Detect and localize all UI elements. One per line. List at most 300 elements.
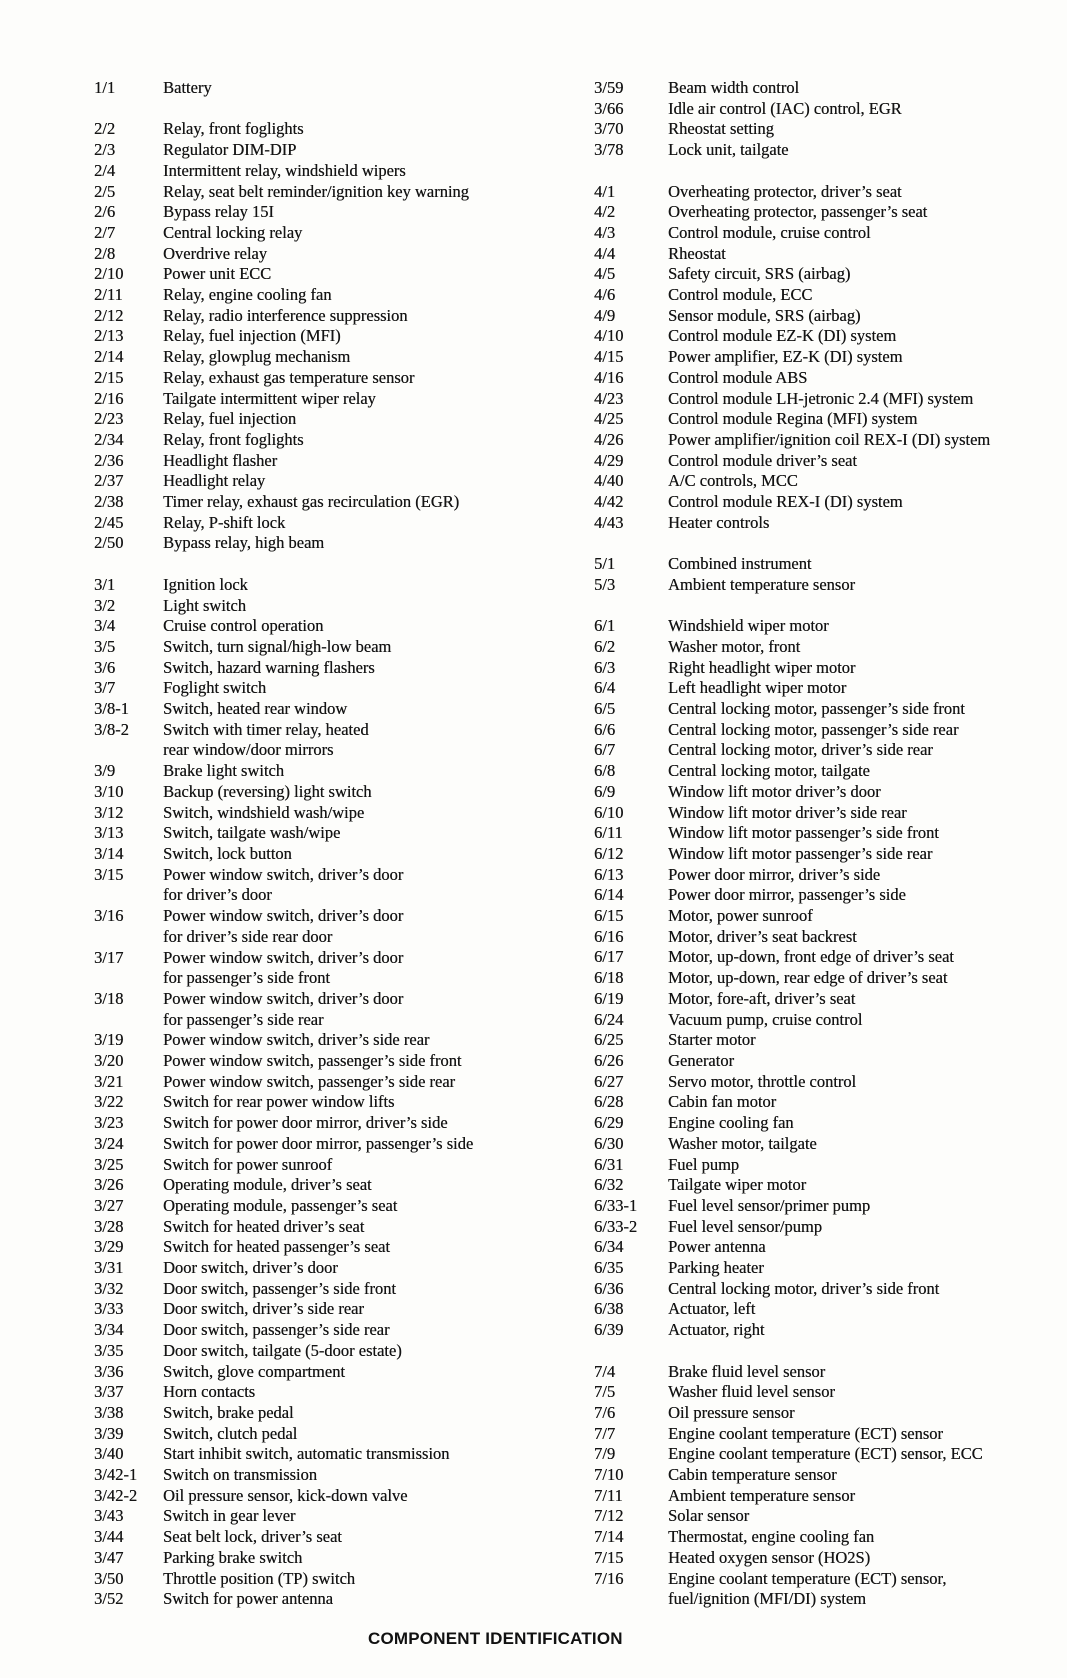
list-item (94, 1196, 564, 1217)
component-description: Window lift motor passenger’s side rear (668, 843, 933, 863)
component-description: Motor, fore-aft, driver’s seat (668, 988, 856, 1008)
list-item (94, 140, 564, 161)
component-code: 6/27 (594, 1071, 624, 1091)
component-description: Heated oxygen sensor (HO2S) (668, 1547, 871, 1567)
component-code: 3/20 (94, 1051, 124, 1071)
list-item (94, 803, 564, 824)
list-item (594, 1155, 1054, 1176)
component-code: 4/25 (594, 409, 624, 429)
component-code: 7/7 (594, 1423, 616, 1443)
list-item (94, 1175, 564, 1196)
component-description: Left headlight wiper motor (668, 678, 847, 698)
component-description: Door switch, tailgate (5-door estate) (163, 1340, 402, 1360)
component-description: Central locking motor, driver’s side front (668, 1278, 940, 1298)
list-item (594, 1196, 1054, 1217)
list-item (94, 513, 564, 534)
component-description: Operating module, driver’s seat (163, 1175, 372, 1195)
component-description: Washer fluid level sensor (668, 1382, 835, 1402)
list-item (94, 1424, 564, 1445)
list-item (594, 1527, 1054, 1548)
component-description: Thermostat, engine cooling fan (668, 1527, 875, 1547)
component-code: 2/14 (94, 347, 124, 367)
list-item (594, 451, 1054, 472)
list-item (594, 347, 1054, 368)
component-code: 3/26 (94, 1175, 124, 1195)
component-description: Switch for power door mirror, driver’s side (163, 1113, 448, 1133)
component-description: Seat belt lock, driver’s seat (163, 1527, 342, 1547)
component-code: 6/11 (594, 823, 623, 843)
component-description: Control module EZ-K (DI) system (668, 326, 897, 346)
component-description: Engine coolant temperature (ECT) sensor, (668, 1568, 947, 1588)
list-item (94, 1382, 564, 1403)
list-item (94, 533, 564, 554)
component-code: 6/26 (594, 1051, 624, 1070)
list-item (594, 1113, 1054, 1134)
component-description: Relay, seat belt reminder/ignition key warning (163, 181, 469, 201)
list-item (94, 1589, 564, 1610)
component-code: 7/11 (594, 1485, 623, 1505)
component-code: 7/16 (594, 1568, 624, 1588)
component-code: 6/4 (594, 678, 616, 698)
component-code: 3/43 (94, 1506, 124, 1526)
list-item (94, 409, 564, 430)
component-group (94, 575, 564, 1610)
component-description: Window lift motor driver’s side rear (668, 802, 907, 822)
component-code: 2/50 (94, 533, 124, 553)
list-item (94, 575, 564, 596)
list-item (594, 740, 1054, 761)
component-code: 3/59 (594, 78, 624, 97)
list-item (94, 430, 564, 451)
list-item (594, 554, 1054, 575)
list-item (594, 1424, 1054, 1445)
component-description: Relay, P-shift lock (163, 512, 286, 532)
component-code (94, 740, 163, 761)
component-code: 6/38 (594, 1299, 624, 1319)
component-description: Backup (reversing) light switch (163, 781, 372, 801)
component-code: 4/10 (594, 326, 624, 346)
list-item (594, 264, 1054, 285)
component-code: 7/15 (594, 1547, 624, 1567)
list-item (94, 823, 564, 844)
component-code: 2/3 (94, 140, 116, 160)
list-item (94, 1134, 564, 1155)
component-code: 6/18 (594, 968, 624, 988)
component-code: 2/11 (94, 285, 123, 305)
component-code: 3/31 (94, 1258, 124, 1278)
component-description: Ignition lock (163, 574, 248, 594)
component-description: Motor, up-down, rear edge of driver’s seat (668, 968, 948, 988)
component-code: 3/22 (94, 1092, 124, 1112)
list-item (594, 368, 1054, 389)
component-description: Power window switch, driver’s door (163, 947, 404, 967)
component-description: Engine coolant temperature (ECT) sensor (668, 1423, 943, 1443)
list-item-continuation (94, 1010, 564, 1031)
list-item (594, 1010, 1054, 1031)
list-item (594, 1279, 1054, 1300)
component-code: 3/12 (94, 802, 124, 822)
list-item (594, 471, 1054, 492)
component-code: 2/36 (94, 450, 124, 470)
list-item (594, 1403, 1054, 1424)
component-code: 3/38 (94, 1402, 124, 1422)
list-item (594, 78, 1054, 99)
component-description: Relay, front foglights (163, 119, 304, 139)
component-description: Control module, ECC (668, 285, 813, 305)
component-description: Control module driver’s seat (668, 450, 857, 470)
list-item (94, 78, 564, 99)
component-code: 3/13 (94, 823, 124, 843)
component-description: Vacuum pump, cruise control (668, 1009, 863, 1029)
component-description: Switch, turn signal/high-low beam (163, 636, 392, 656)
component-code: 3/66 (594, 98, 624, 118)
component-code: 2/13 (94, 326, 124, 346)
list-item (94, 326, 564, 347)
list-item (594, 513, 1054, 534)
list-item (94, 1155, 564, 1176)
component-description: Switch on transmission (163, 1465, 318, 1485)
component-description: Switch for power door mirror, passenger’s side (163, 1133, 474, 1153)
list-item (94, 1527, 564, 1548)
list-item (94, 596, 564, 617)
list-item (594, 699, 1054, 720)
list-item (94, 244, 564, 265)
list-item (594, 306, 1054, 327)
list-item (94, 637, 564, 658)
list-item (594, 906, 1054, 927)
component-code: 4/9 (594, 305, 616, 325)
component-group (594, 78, 1054, 161)
component-code: 6/28 (594, 1092, 624, 1112)
component-description: Lock unit, tailgate (668, 140, 789, 160)
list-item (594, 1092, 1054, 1113)
component-code: 6/30 (594, 1133, 624, 1153)
component-code: 6/7 (594, 740, 616, 760)
list-item (94, 1320, 564, 1341)
list-item (94, 451, 564, 472)
list-item-continuation (94, 927, 564, 948)
list-item (594, 1362, 1054, 1383)
component-code: 6/33-2 (594, 1216, 638, 1236)
component-code: 4/3 (594, 222, 616, 242)
component-description: Switch for heated passenger’s seat (163, 1237, 390, 1257)
component-code: 7/6 (594, 1402, 616, 1422)
component-description: Tailgate intermittent wiper relay (163, 388, 376, 408)
component-code: 3/34 (94, 1320, 124, 1340)
component-description: Door switch, driver’s side rear (163, 1299, 364, 1319)
component-description: Timer relay, exhaust gas recirculation (EGR) (163, 492, 460, 512)
component-code: 6/12 (594, 843, 624, 863)
list-item (94, 492, 564, 513)
list-item (594, 1237, 1054, 1258)
component-description: Central locking motor, passenger’s side front (668, 699, 965, 719)
component-code: 6/35 (594, 1258, 624, 1278)
component-code: 6/32 (594, 1175, 624, 1195)
component-code: 6/2 (594, 636, 616, 656)
component-description: Oil pressure sensor (668, 1402, 795, 1422)
component-code: 3/36 (94, 1361, 124, 1381)
list-item (94, 906, 564, 927)
component-code: 4/23 (594, 388, 624, 408)
component-code: 3/8-2 (94, 719, 129, 739)
component-description: Control module LH-jetronic 2.4 (MFI) system (668, 388, 974, 408)
component-code: 4/1 (594, 181, 616, 201)
list-item-continuation (94, 740, 564, 761)
component-description: Door switch, passenger’s side rear (163, 1320, 390, 1340)
component-description: Cabin fan motor (668, 1092, 777, 1112)
component-description: Central locking relay (163, 222, 303, 242)
list-item (94, 1030, 564, 1051)
component-group (594, 182, 1054, 534)
list-item (594, 1465, 1054, 1486)
component-code: 6/13 (594, 864, 624, 884)
component-description: Switch, hazard warning flashers (163, 657, 375, 677)
list-item (594, 637, 1054, 658)
component-code: 2/34 (94, 429, 124, 449)
list-item (94, 368, 564, 389)
component-code: 6/1 (594, 616, 616, 636)
component-code: 7/9 (594, 1444, 616, 1464)
component-code: 3/16 (94, 906, 124, 926)
list-item (594, 1569, 1054, 1590)
component-code: 4/43 (594, 512, 624, 532)
list-item (594, 844, 1054, 865)
component-description: Throttle position (TP) switch (163, 1568, 356, 1588)
component-description: Idle air control (IAC) control, EGR (668, 98, 902, 118)
component-code: 4/16 (594, 367, 624, 387)
component-description: Overdrive relay (163, 243, 267, 263)
list-item (594, 1175, 1054, 1196)
list-item (594, 389, 1054, 410)
list-item (94, 844, 564, 865)
list-item (594, 803, 1054, 824)
component-description: Fuel level sensor/primer pump (668, 1195, 871, 1215)
component-description: Door switch, passenger’s side front (163, 1278, 396, 1298)
component-description: Battery (163, 78, 212, 97)
component-code: 3/6 (94, 657, 116, 677)
component-description: Central locking motor, driver’s side rear (668, 740, 933, 760)
component-code: 2/37 (94, 471, 124, 491)
component-code: 3/32 (94, 1278, 124, 1298)
list-item (94, 1299, 564, 1320)
component-description: Brake light switch (163, 761, 284, 781)
component-code: 6/6 (594, 719, 616, 739)
component-description: Switch, clutch pedal (163, 1423, 298, 1443)
component-description: Power window switch, driver’s door (163, 906, 404, 926)
component-code: 3/23 (94, 1113, 124, 1133)
list-item (94, 1279, 564, 1300)
list-item (594, 202, 1054, 223)
component-description: rear window/door mirrors (163, 740, 334, 760)
component-description: Window lift motor passenger’s side front (668, 823, 939, 843)
component-description: Beam width control (668, 78, 800, 97)
list-item (594, 720, 1054, 741)
component-description: Cabin temperature sensor (668, 1465, 837, 1485)
component-code: 6/33-1 (594, 1195, 638, 1215)
component-description: Switch, brake pedal (163, 1402, 294, 1422)
list-item (94, 1486, 564, 1507)
component-description: Power window switch, driver’s door (163, 988, 404, 1008)
list-item (594, 782, 1054, 803)
component-code (94, 885, 163, 906)
list-item (594, 823, 1054, 844)
list-item (94, 1403, 564, 1424)
component-description: Overheating protector, passenger’s seat (668, 202, 928, 222)
component-code: 7/14 (594, 1527, 624, 1547)
list-item (94, 678, 564, 699)
component-description: Switch, glove compartment (163, 1361, 345, 1381)
component-code: 3/17 (94, 947, 124, 967)
component-description: Washer motor, front (668, 636, 801, 656)
list-item (594, 409, 1054, 430)
list-item (94, 1258, 564, 1279)
component-code: 7/12 (594, 1506, 624, 1526)
component-code: 3/18 (94, 988, 124, 1008)
list-item (94, 223, 564, 244)
component-description: Motor, driver’s seat backrest (668, 926, 857, 946)
list-item (94, 264, 564, 285)
list-item (94, 1237, 564, 1258)
component-description: Power window switch, driver’s door (163, 864, 404, 884)
component-description: Power amplifier/ignition coil REX-I (DI) system (668, 429, 991, 449)
component-description: Relay, front foglights (163, 429, 304, 449)
list-item (94, 761, 564, 782)
list-item (94, 1569, 564, 1590)
component-description: Power door mirror, driver’s side (668, 864, 881, 884)
list-item (94, 616, 564, 637)
list-item (94, 865, 564, 886)
component-code: 3/50 (94, 1568, 124, 1588)
component-code: 6/39 (594, 1320, 624, 1340)
component-description: Heater controls (668, 512, 770, 532)
component-description: Control module ABS (668, 367, 808, 387)
list-item (94, 471, 564, 492)
component-description: Power unit ECC (163, 264, 272, 284)
component-description: Switch, lock button (163, 843, 292, 863)
list-item (94, 389, 564, 410)
component-description: Brake fluid level sensor (668, 1361, 826, 1381)
component-code: 6/17 (594, 947, 624, 967)
component-code: 4/42 (594, 492, 624, 512)
component-code: 3/37 (94, 1382, 124, 1402)
component-code: 3/2 (94, 595, 116, 615)
component-code: 3/1 (94, 574, 116, 594)
component-description: Switch in gear lever (163, 1506, 296, 1526)
component-code: 4/15 (594, 347, 624, 367)
list-item (94, 1506, 564, 1527)
component-code: 3/9 (94, 761, 116, 781)
list-item (594, 1030, 1054, 1051)
component-code (94, 927, 163, 948)
component-code: 2/6 (94, 202, 116, 222)
component-code: 6/29 (594, 1113, 624, 1133)
component-description: Regulator DIM-DIP (163, 140, 297, 160)
list-item (94, 720, 564, 741)
component-code: 6/8 (594, 761, 616, 781)
component-description: Ambient temperature sensor (668, 574, 855, 594)
component-description: Bypass relay, high beam (163, 533, 325, 553)
component-description: for passenger’s side rear (163, 1009, 324, 1029)
list-item (94, 989, 564, 1010)
component-description: Fuel pump (668, 1154, 740, 1174)
component-description: Parking brake switch (163, 1547, 303, 1567)
component-code: 6/34 (594, 1237, 624, 1257)
list-item (94, 285, 564, 306)
component-code: 2/8 (94, 243, 116, 263)
component-code: 5/3 (594, 574, 616, 594)
list-item (594, 1258, 1054, 1279)
component-description: Fuel level sensor/pump (668, 1216, 822, 1236)
list-item (594, 658, 1054, 679)
list-item (94, 1092, 564, 1113)
list-item (94, 1548, 564, 1569)
component-code: 3/44 (94, 1527, 124, 1547)
component-description: Control module Regina (MFI) system (668, 409, 918, 429)
component-code: 4/40 (594, 471, 624, 491)
list-item (594, 885, 1054, 906)
component-description: Power antenna (668, 1237, 766, 1257)
component-description: Intermittent relay, windshield wipers (163, 160, 406, 180)
component-description: Switch, tailgate wash/wipe (163, 823, 341, 843)
component-description: Sensor module, SRS (airbag) (668, 305, 861, 325)
list-item (594, 182, 1054, 203)
component-description: Switch with timer relay, heated (163, 719, 369, 739)
component-description: Headlight flasher (163, 450, 278, 470)
component-code: 2/5 (94, 181, 116, 201)
component-description: Relay, exhaust gas temperature sensor (163, 367, 415, 387)
list-item (94, 347, 564, 368)
list-item (594, 244, 1054, 265)
component-code: 3/70 (594, 119, 624, 139)
component-code: 2/23 (94, 409, 124, 429)
list-item (594, 326, 1054, 347)
component-code: 3/5 (94, 636, 116, 656)
list-item (594, 1444, 1054, 1465)
component-code: 2/2 (94, 119, 116, 139)
component-description: A/C controls, MCC (668, 471, 798, 491)
component-description: Door switch, driver’s door (163, 1258, 338, 1278)
component-description: Start inhibit switch, automatic transmission (163, 1444, 450, 1464)
component-description: Control module REX-I (DI) system (668, 492, 903, 512)
component-description: Switch, windshield wash/wipe (163, 802, 365, 822)
list-item (594, 492, 1054, 513)
list-item (594, 678, 1054, 699)
component-code: 6/3 (594, 657, 616, 677)
component-description: Parking heater (668, 1258, 764, 1278)
list-item (594, 430, 1054, 451)
component-description: for passenger’s side front (163, 968, 330, 988)
component-group (594, 616, 1054, 1341)
list-item-continuation (594, 1589, 1054, 1610)
component-code: 3/27 (94, 1195, 124, 1215)
component-code: 5/1 (594, 554, 616, 574)
component-description: Relay, glowplug mechanism (163, 347, 351, 367)
component-code: 2/15 (94, 367, 124, 387)
list-item (594, 1548, 1054, 1569)
list-item (594, 616, 1054, 637)
list-item-continuation (94, 968, 564, 989)
component-description: fuel/ignition (MFI/DI) system (668, 1589, 866, 1609)
component-code: 3/39 (94, 1423, 124, 1443)
list-item (594, 1506, 1054, 1527)
component-description: Actuator, left (668, 1299, 756, 1319)
page-footer-title: COMPONENT IDENTIFICATION (368, 1629, 623, 1648)
component-description: Central locking motor, passenger’s side rear (668, 719, 959, 739)
list-item (94, 161, 564, 182)
component-code: 3/19 (94, 1030, 124, 1050)
component-description: Light switch (163, 595, 246, 615)
component-code: 2/4 (94, 160, 116, 180)
